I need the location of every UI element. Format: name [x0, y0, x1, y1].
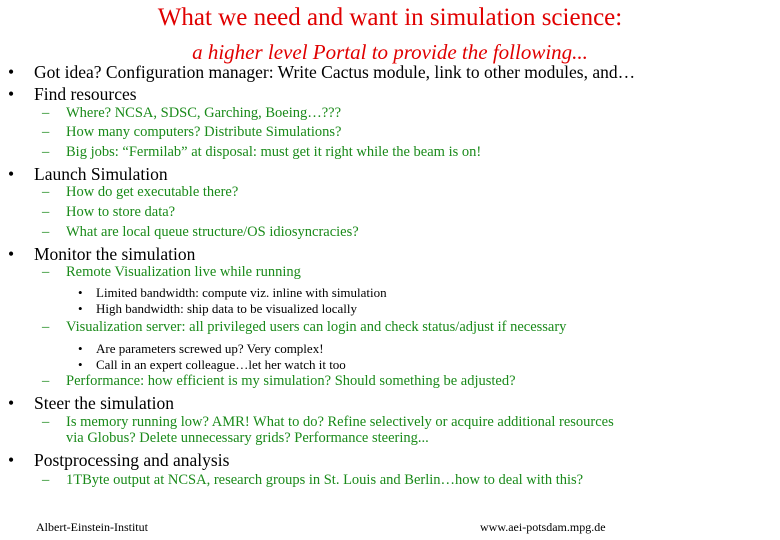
bullet-marker: –: [42, 319, 50, 335]
bullet-text: Where? NCSA, SDSC, Garching, Boeing…???: [66, 105, 342, 121]
footer-left: Albert-Einstein-Institut: [36, 520, 148, 534]
bullet-text: Is memory running low? AMR! What to do? Refine selectively or acquire additional resources: [66, 414, 614, 430]
slide-subtitle: a higher level Portal to provide the following...: [192, 40, 588, 64]
bullet-level2: [42, 414, 614, 431]
bullet-marker: •: [78, 357, 83, 372]
bullet-text: 1TByte output at NCSA, research groups in St. Louis and Berlin…how to deal with this?: [66, 472, 584, 488]
bullet-text: Limited bandwidth: compute viz. inline with simulation: [96, 285, 387, 300]
bullet-text: Are parameters screwed up? Very complex!: [96, 341, 324, 356]
bullet-text: How do get executable there?: [66, 184, 239, 200]
bullet-marker: –: [42, 124, 50, 140]
bullet-text: Call in an expert colleague…let her watch it too: [96, 357, 346, 372]
bullet-marker: •: [8, 84, 15, 104]
bullet-text: Find resources: [34, 84, 137, 104]
bullet-text: Steer the simulation: [34, 393, 174, 413]
bullet-level1: [8, 450, 229, 471]
bullet-level2: [42, 264, 301, 281]
bullet-text: Postprocessing and analysis: [34, 450, 230, 470]
bullet-text: Launch Simulation: [34, 164, 168, 184]
bullet-level3: [78, 341, 324, 357]
bullet-marker: •: [8, 244, 15, 264]
bullet-text: Monitor the simulation: [34, 244, 196, 264]
bullet-level2: [42, 430, 429, 447]
bullet-text: How many computers? Distribute Simulations?: [66, 124, 342, 140]
bullet-marker: •: [78, 301, 83, 316]
bullet-level2: [42, 105, 341, 122]
bullet-marker: •: [8, 393, 15, 413]
bullet-marker: –: [42, 264, 50, 280]
bullet-level3: [78, 285, 387, 301]
bullet-text: Remote Visualization live while running: [66, 264, 301, 280]
bullet-marker: –: [42, 224, 50, 240]
bullet-level2: [42, 124, 341, 141]
bullet-level2: [42, 144, 481, 161]
bullet-level2: [42, 472, 583, 489]
bullet-level1: [8, 244, 195, 265]
bullet-marker: –: [42, 414, 50, 430]
slide-title: What we need and want in simulation science:: [157, 4, 623, 31]
bullet-level2: [42, 224, 359, 241]
bullet-text: via Globus? Delete unnecessary grids? Performance steering...: [66, 430, 429, 446]
bullet-marker: •: [78, 285, 83, 300]
bullet-marker: –: [42, 204, 50, 220]
bullet-level2: [42, 319, 566, 336]
bullet-level2: [42, 204, 175, 221]
bullet-text: Big jobs: “Fermilab” at disposal: must get it right while the beam is on!: [66, 144, 482, 160]
bullet-marker: –: [42, 373, 50, 389]
bullet-marker: •: [8, 164, 15, 184]
bullet-level3: [78, 357, 346, 373]
bullet-level2: [42, 373, 516, 390]
bullet-text: How to store data?: [66, 204, 176, 220]
bullet-text: Got idea? Configuration manager: Write Cactus module, link to other modules, and…: [34, 62, 636, 82]
bullet-level1: [8, 393, 174, 414]
bullet-text: Visualization server: all privileged users can login and check status/adjust if necessary: [66, 319, 567, 335]
bullet-text: What are local queue structure/OS idiosyncracies?: [66, 224, 359, 240]
bullet-marker: •: [8, 450, 15, 470]
bullet-level3: [78, 301, 357, 317]
bullet-marker: –: [42, 105, 50, 121]
bullet-text: High bandwidth: ship data to be visualized locally: [96, 301, 358, 316]
bullet-marker: –: [42, 184, 50, 200]
bullet-text: Performance: how efficient is my simulation? Should something be adjusted?: [66, 373, 516, 389]
bullet-level2: [42, 184, 238, 201]
bullet-marker: •: [78, 341, 83, 356]
footer-right: www.aei-potsdam.mpg.de: [480, 520, 606, 534]
bullet-marker: •: [8, 62, 15, 82]
bullet-level1: [8, 84, 137, 105]
bullet-marker: –: [42, 144, 50, 160]
bullet-level1: [8, 164, 168, 185]
bullet-level1: [8, 62, 635, 83]
bullet-marker: –: [42, 472, 50, 488]
